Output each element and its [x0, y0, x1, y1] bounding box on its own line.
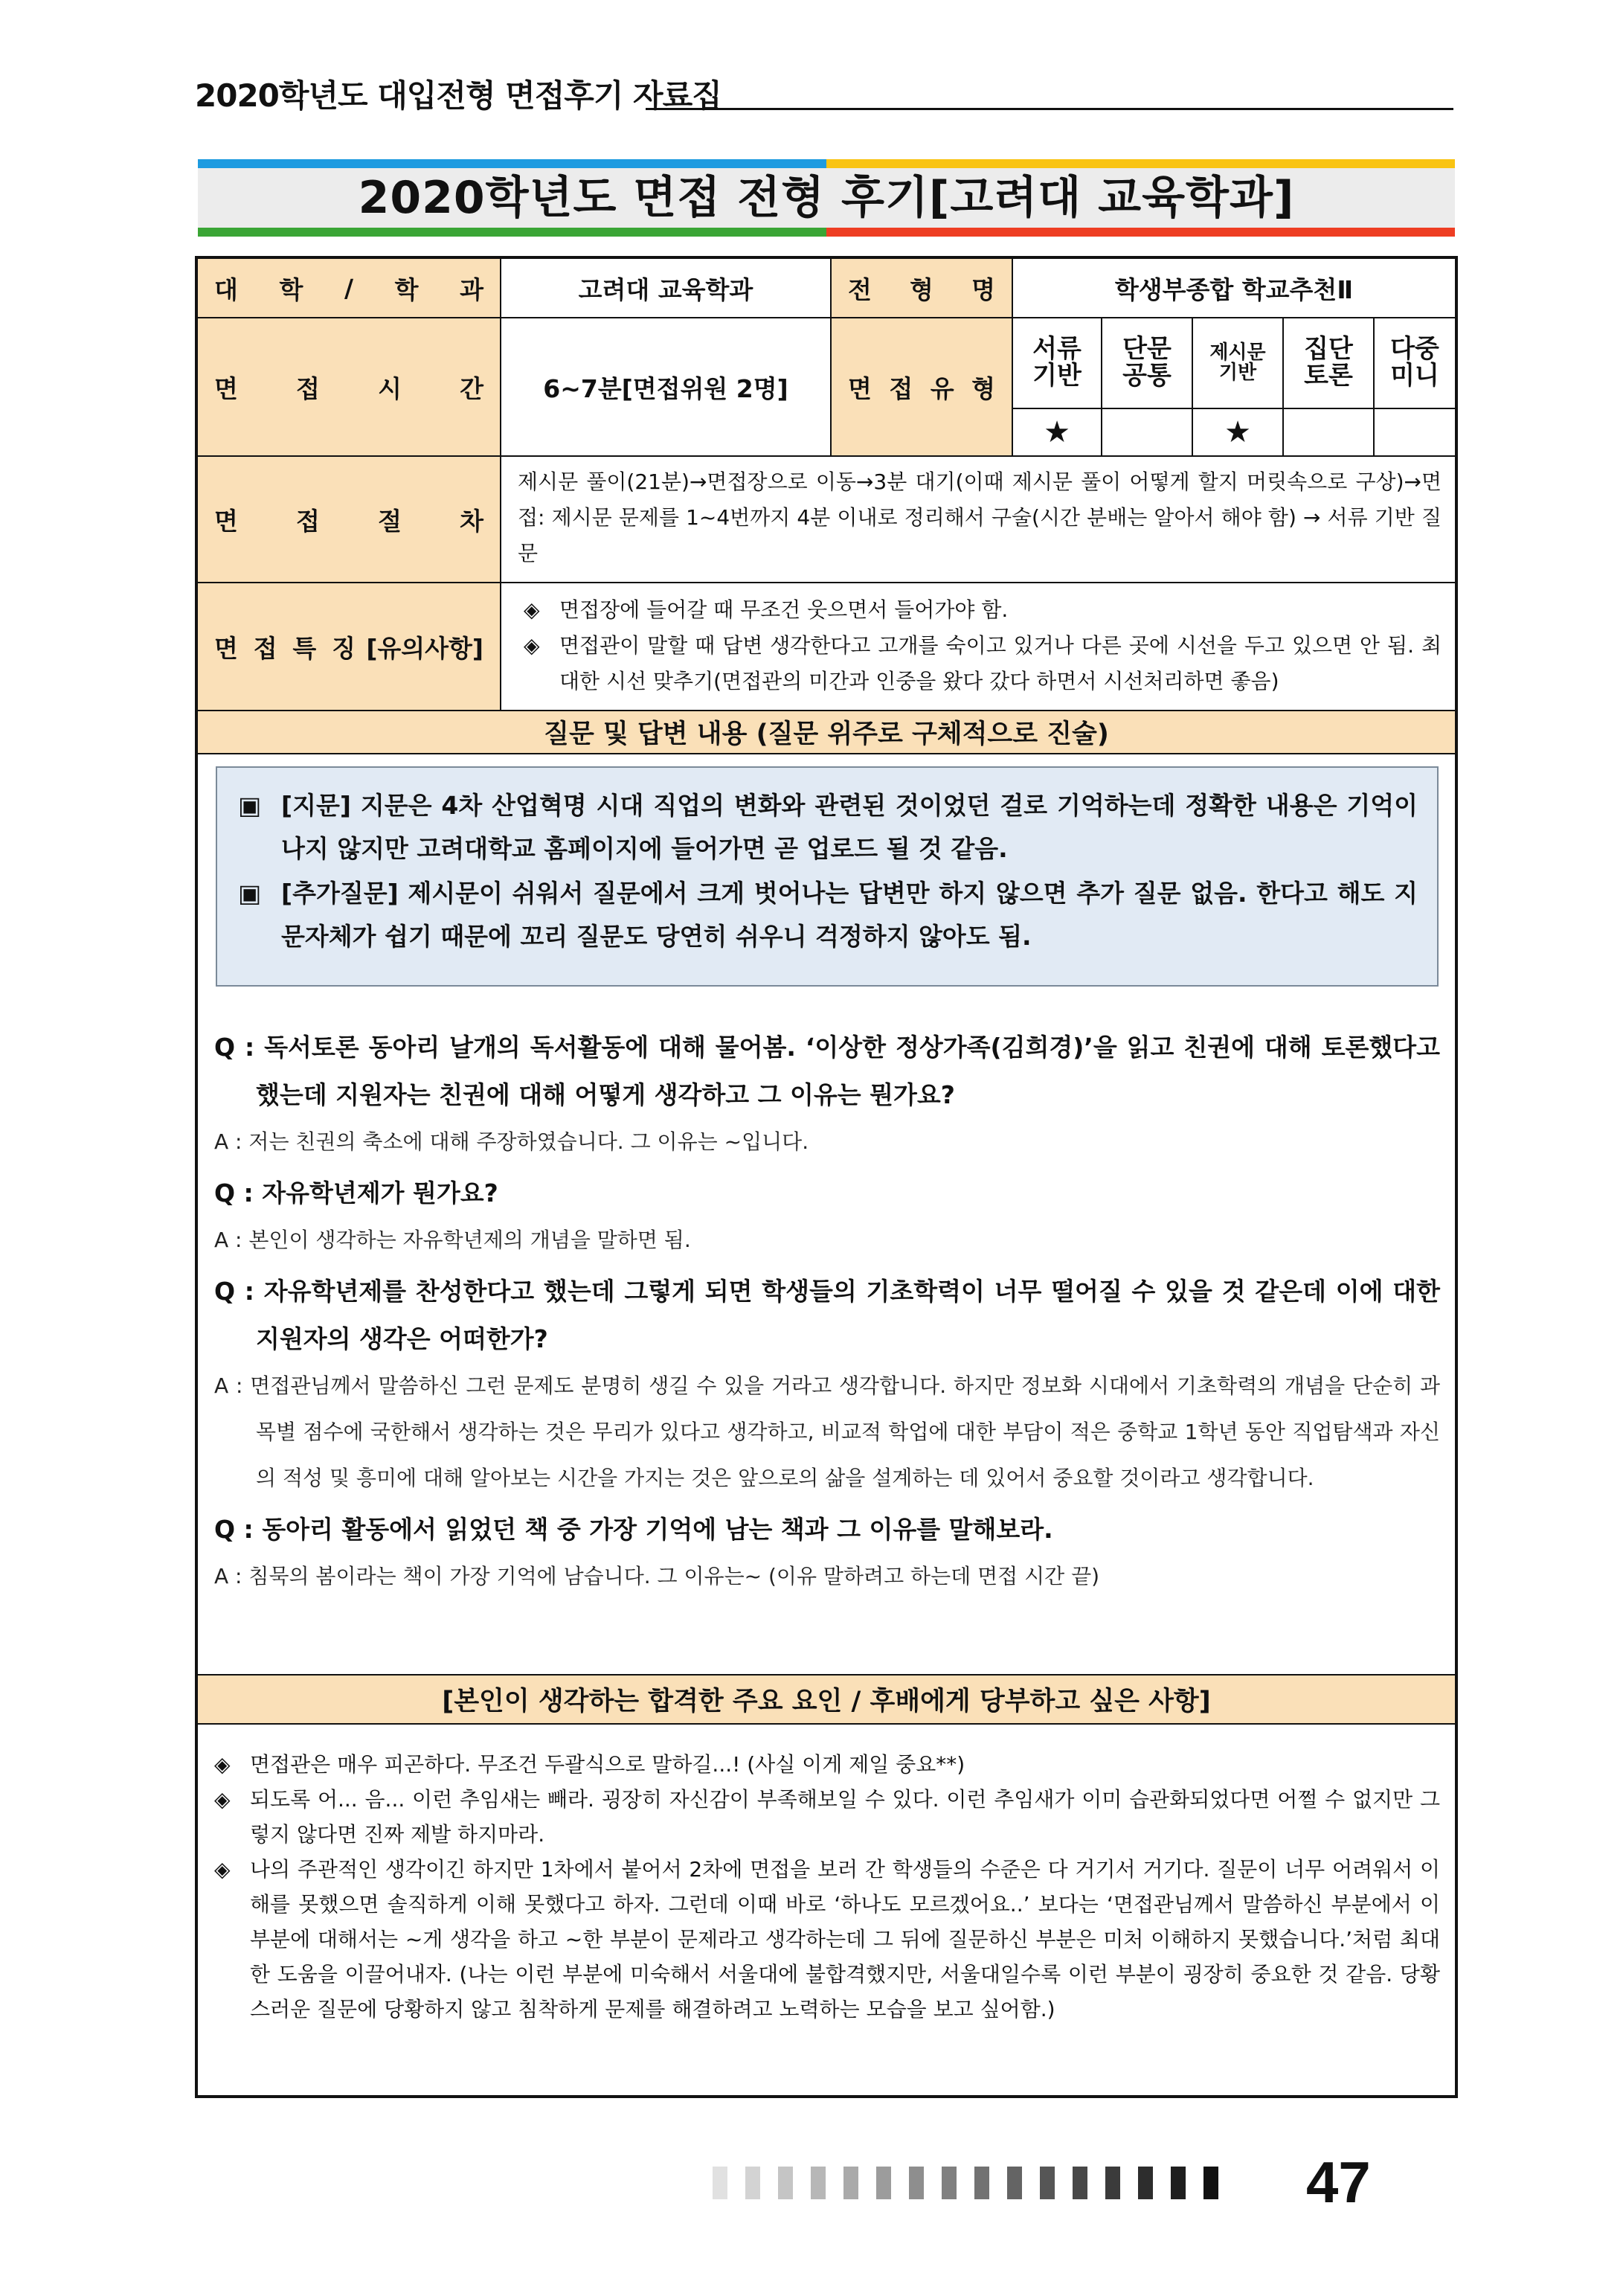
square-bullet-icon: ▣ [238, 879, 262, 908]
tip-item: ◈ 나의 주관적인 생각이긴 하지만 1차에서 붙어서 2차에 면접을 보러 간 학생들의 수준은 다 거기서 거기다. 질문이 너무 어려워서 이해를 못했으면 솔직하게 이해 못했다고 하자. 그런데 이때 바로 ‘하나도 모르겠어요..’ 보다는 ‘면접관님께서 말씀하신 부분에서 이 부분에 대해서는 ~게 생각을 하고 ~한 부분이 문제라고 생각하는데 그 뒤에 질문하신 부분은 미처 이해하지 못했습니다.’처럼 최대한 도움을 이끌어내자. (나는 이런 부분에 미숙해서 서울대에 불합격했지만, 서울대일수록 이런 부분이 굉장히 중요한 것 같음. 당황스러운 질문에 당황하지 않고 침착하게 문제를 해결하려고 노력하는 모습을 보고 싶어함.) [214, 1852, 1440, 2027]
question: Q : 자유학년제를 찬성한다고 했는데 그렇게 되면 학생들의 기초학력이 너무 떨어질 수 있을 것 같은데 이에 대한 지원자의 생각은 어떠한가? [214, 1277, 1440, 1353]
page-block [1105, 2167, 1120, 2199]
page-block [876, 2167, 891, 2199]
question: Q : 동아리 활동에서 읽었던 책 중 가장 기억에 남는 책과 그 이유를 말해보라. [214, 1515, 1053, 1544]
type-label: 전 형 명 [832, 259, 1013, 318]
page-block [811, 2167, 826, 2199]
answer: A : 저는 친권의 축소에 대해 주장하였습니다. 그 이유는 ~입니다. [214, 1129, 809, 1154]
qa-item [214, 1268, 1440, 1501]
format-mark-multi-mini [1375, 409, 1455, 457]
tips-list [214, 1747, 1440, 2027]
time-label: 면 접 시 간 [198, 318, 501, 457]
qa-section-heading: 질문 및 답변 내용 (질문 위주로 구체적으로 진술) [198, 711, 1455, 754]
univ-label: 대 학 / 학 과 [198, 259, 501, 318]
passage-info-box [216, 766, 1439, 987]
procedure-text: 제시문 풀이(21분)→면접장으로 이동→3분 대기(이때 제시문 풀이 어떻게 할지 머릿속으로 구상)→면접: 제시문 문제를 1~4번까지 4분 이내로 정리해서 구술(시간 분배는 알아서 해야 함) → 서류 기반 질문 [501, 457, 1455, 583]
page-block [1040, 2167, 1055, 2199]
procedure-label: 면 접 절 차 [198, 457, 501, 583]
format-group-discussion: 집단 토론 [1284, 318, 1375, 409]
page-block [909, 2167, 924, 2199]
qa-item [214, 1024, 1440, 1165]
question: Q : 자유학년제가 뭔가요? [214, 1179, 498, 1208]
features-list [501, 583, 1455, 711]
format-short-common: 단문 공통 [1102, 318, 1193, 409]
page-title: 2020학년도 면접 전형 후기[고려대 교육학과] [358, 172, 1295, 224]
page-block [1171, 2167, 1186, 2199]
qa-list [214, 1024, 1440, 1604]
question: Q : 독서토론 동아리 날개의 독서활동에 대해 물어봄. ‘이상한 정상가족(김희경)’을 읽고 친권에 대해 토론했다고 했는데 지원자는 친권에 대해 어떻게 생각하고 그 이유는 뭔가요? [214, 1033, 1441, 1109]
qa-item [214, 1506, 1440, 1600]
answer: A : 본인이 생각하는 자유학년제의 개념을 말하면 됨. [214, 1228, 691, 1252]
tip-item: ◈ 면접관은 매우 피곤하다. 무조건 두괄식으로 말하길...! (사실 이게 제일 중요**) [214, 1747, 1440, 1782]
page-block [1138, 2167, 1153, 2199]
page-block [974, 2167, 989, 2199]
diamond-bullet-icon: ◈ [214, 1857, 231, 1882]
page-number: 47 [1306, 2149, 1371, 2215]
diamond-bullet-icon: ◈ [214, 1752, 231, 1777]
page-block [942, 2167, 957, 2199]
features-label-note: [유의사항] [366, 633, 483, 663]
format-multi-mini: 다중 미니 [1375, 318, 1455, 409]
passage-info-item: ▣ [추가질문] 제시문이 쉬워서 질문에서 크게 벗어나는 답변만 하지 않으면 추가 질문 없음. 한다고 해도 지문자체가 쉽기 때문에 꼬리 질문도 당연히 쉬우니 걱정하지 않아도 됨. [238, 872, 1418, 958]
format-mark-passage: ★ [1193, 409, 1284, 457]
page-block [843, 2167, 858, 2199]
tip-item: ◈ 되도록 어... 음... 이런 추임새는 빼라. 굉장히 자신감이 부족해보일 수 있다. 이런 추임새가 이미 습관화되었다면 어쩔 수 없지만 그렇지 않다면 진짜 제발 하지마라. [214, 1782, 1440, 1852]
header-rule [646, 108, 1453, 110]
format-passage: 제시문 기반 [1193, 318, 1284, 409]
format-mark-group-discussion [1284, 409, 1375, 457]
tips-section-heading: [본인이 생각하는 합격한 주요 요인 / 후배에게 당부하고 싶은 사항] [198, 1674, 1455, 1725]
title-bar-blue [198, 159, 826, 168]
type-value: 학생부종합 학교추천Ⅱ [1013, 259, 1455, 318]
running-header-title: 2020학년도 대입전형 면접후기 자료집 [195, 77, 721, 114]
answer: A : 침묵의 봄이라는 책이 가장 기억에 남습니다. 그 이유는~ (이유 말하려고 하는데 면접 시간 끝) [214, 1564, 1100, 1588]
feature-item: ◈ 면접장에 들어갈 때 무조건 웃으면서 들어가야 함. [524, 597, 1009, 622]
feature-item: ◈ 면접관이 말할 때 답변 생각한다고 고개를 숙이고 있거나 다른 곳에 시선을 두고 있으면 안 됨. 최대한 시선 맞추기(면접관의 미간과 인중을 왔다 갔다 하면서 시선처리하면 좋음) [524, 633, 1442, 693]
page-block [778, 2167, 793, 2199]
page-block [1203, 2167, 1218, 2199]
format-document: 서류 기반 [1013, 318, 1102, 409]
qa-item [214, 1170, 1440, 1263]
time-value: 6~7분[면접위원 2명] [501, 318, 832, 457]
format-mark-document: ★ [1013, 409, 1102, 457]
page-block [745, 2167, 760, 2199]
answer: A : 면접관님께서 말씀하신 그런 문제도 분명히 생길 수 있을 거라고 생각합니다. 하지만 정보화 시대에서 기초학력의 개념을 단순히 과목별 점수에 국한해서 생각하는 것은 무리가 있다고 생각하고, 비교적 학업에 대한 부담이 적은 중학교 1학년 동안 직업탐색과 자신의 적성 및 흥미에 대해 알아보는 시간을 가지는 것은 앞으로의 삶을 설계하는 데 있어서 중요할 것이라고 생각합니다. [214, 1373, 1440, 1490]
page-block [1007, 2167, 1022, 2199]
title-bar-red [826, 228, 1455, 237]
format-label: 면 접 유 형 [832, 318, 1013, 457]
title-bar-green [198, 228, 826, 237]
diamond-bullet-icon: ◈ [214, 1787, 231, 1812]
format-mark-short-common [1102, 409, 1193, 457]
page-block [1073, 2167, 1087, 2199]
square-bullet-icon: ▣ [238, 791, 262, 820]
features-label-main: 면 접 특 징 [214, 633, 356, 663]
features-label [198, 583, 501, 711]
title-bar-yellow [826, 159, 1455, 168]
page-block [713, 2167, 727, 2199]
univ-value: 고려대 교육학과 [501, 259, 832, 318]
passage-info-item: ▣ [지문] 지문은 4차 산업혁명 시대 직업의 변화와 관련된 것이었던 걸로 기억하는데 정확한 내용은 기억이 나지 않지만 고려대학교 홈페이지에 들어가면 곧 업로드 될 것 같음. [238, 784, 1418, 870]
